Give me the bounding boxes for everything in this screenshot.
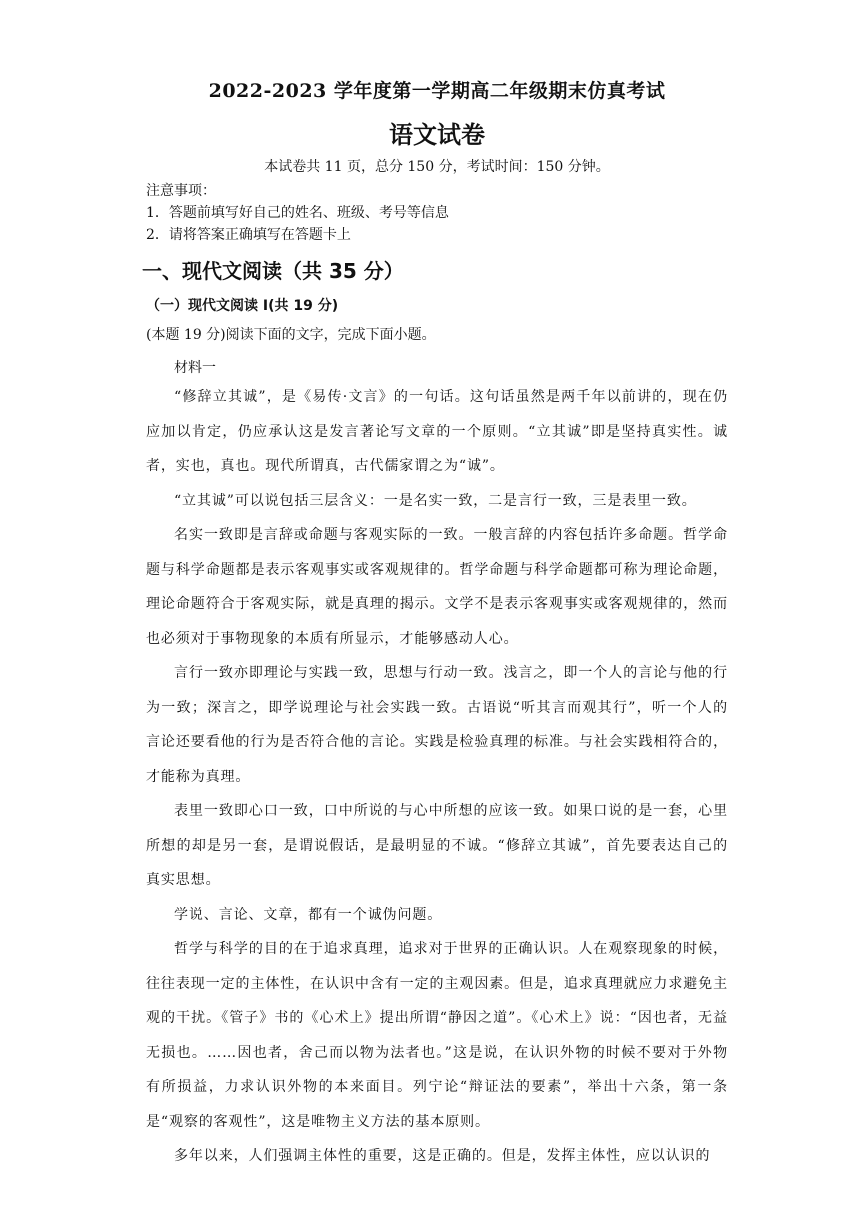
passage-paragraph: 表里一致即心口一致，口中所说的与心中所想的应该一致。如果口说的是一套，心里所想的却是另一套，是谓说假话，是最明显的不诚。“修辞立其诚”，首先要表达自己的真实思想。 xyxy=(146,803,728,888)
passage-paragraph: 哲学与科学的目的在于追求真理，追求对于世界的正确认识。人在观察现象的时候，往往表现一定的主体性，在认识中含有一定的主观因素。但是，追求真理就应力求避免主观的干扰。《管子》书的《心术上》提出所谓“静因之道”。《心术上》说：“因也者，无益无损也。……因也者，舍己而以物为法者也。”这是说，在认识外物的时候不要对于外物有所损益，力求认识外物的本来面目。列宁论“辩证法的要素”，举出十六条，第一条是“观察的客观性”，这是唯物主义方法的基本原则。 xyxy=(146,941,728,1130)
notes-item: 1．答题前填写好自己的姓名、班级、考号等信息 xyxy=(146,205,449,221)
material-label: 材料一 xyxy=(174,360,216,376)
passage-paragraph: “立其诚”可以说包括三层含义：一是名实一致，二是言行一致，三是表里一致。 xyxy=(174,492,697,509)
subject-title: 语文试卷 xyxy=(389,120,485,149)
notes-item: 2．请将答案正确填写在答题卡上 xyxy=(146,227,351,243)
passage-paragraph: 学说、言论、文章，都有一个诚伪问题。 xyxy=(174,906,443,923)
passage-paragraph: 名实一致即是言辞或命题与客观实际的一致。一般言辞的内容包括许多命题。哲学命题与科学命题都是表示客观事实或客观规律的。哲学命题与科学命题都可称为理论命题，理论命题符合于客观实际，就是真理的揭示。文学不是表示客观事实或客观规律的，然而也必须对于事物现象的本质有所显示，才能够感动人心。 xyxy=(146,527,728,647)
notes-block xyxy=(146,180,728,246)
reading-passage xyxy=(146,380,728,1174)
notes-heading: 注意事项： xyxy=(146,183,216,199)
passage-paragraph: “修辞立其诚”，是《易传·文言》的一句话。这句话虽然是两千年以前讲的，现在仍应加以肯定，仍应承认这是发言著论写文章的一个原则。“立其诚”即是坚持真实性。诚者，实也，真也。现代所谓真，古代儒家谓之为“诚”。 xyxy=(146,389,728,474)
section-heading: 一、现代文阅读（共 35 分） xyxy=(142,259,404,283)
passage-paragraph: 多年以来，人们强调主体性的重要，这是正确的。但是，发挥主体性，应以认识的 xyxy=(174,1148,711,1164)
question-instruction: (本题 19 分)阅读下面的文字，完成下面小题。 xyxy=(146,327,436,343)
exam-title: 2022-2023 学年度第一学期高二年级期末仿真考试 xyxy=(208,80,666,102)
exam-info: 本试卷共 11 页，总分 150 分，考试时间：150 分钟。 xyxy=(264,159,610,175)
passage-paragraph: 言行一致亦即理论与实践一致，思想与行动一致。浅言之，即一个人的言论与他的行为一致；深言之，即学说理论与社会实践一致。古语说“听其言而观其行”，听一个人的言论还要看他的行为是否符合他的言论。实践是检验真理的标准。与社会实践相符合的，才能称为真理。 xyxy=(146,665,728,785)
section-subheading: （一）现代文阅读 I(共 19 分) xyxy=(146,298,339,314)
